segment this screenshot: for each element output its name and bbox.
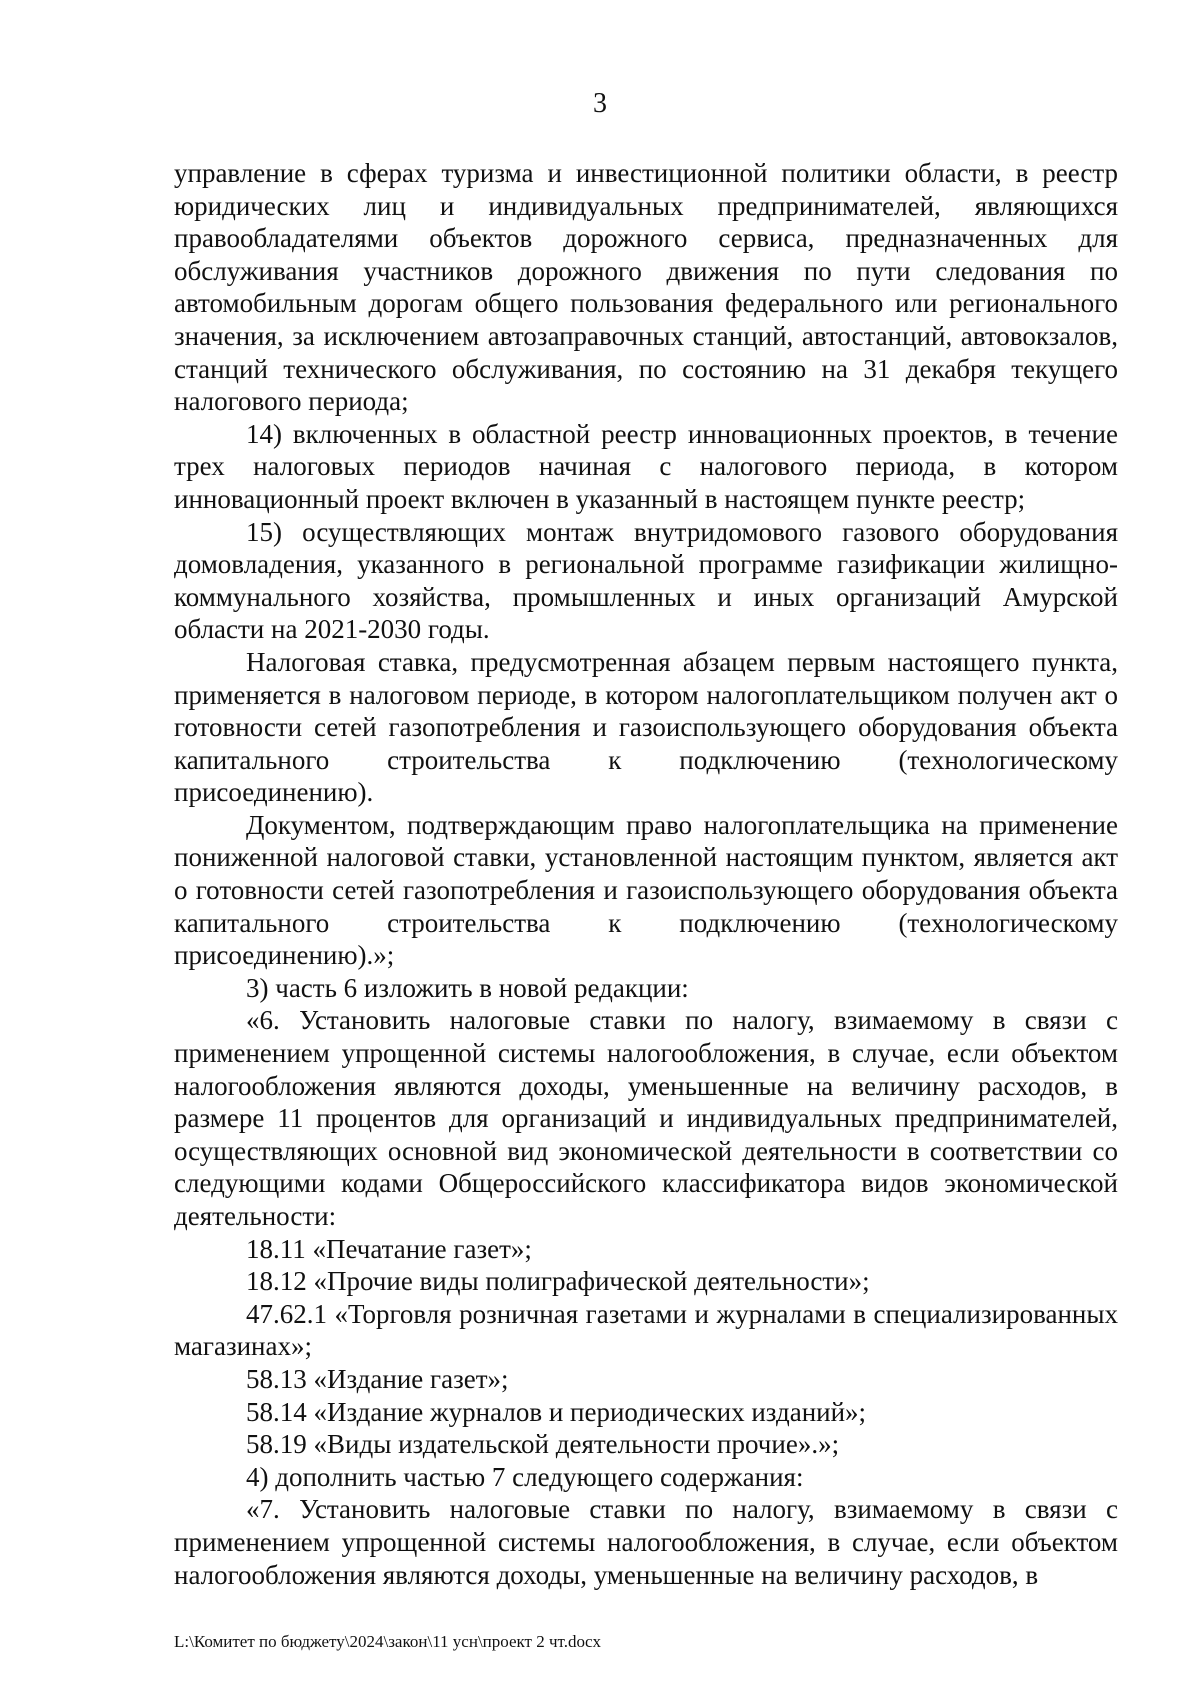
footer-file-path: L:\Комитет по бюджету\2024\закон\11 усн\проект 2 чт.docx [174, 1632, 601, 1651]
paragraph: Документом, подтверждающим право налогоплательщика на применение пониженной налоговой ставки, установленной настоящим пунктом, является акт о готовности сетей газопотребления и газоиспользующего оборудования объекта капитального строительства к подключению (технологическому присоединению).»; [174, 809, 1118, 971]
paragraph: 18.11 «Печатание газет»; [246, 1233, 532, 1264]
document-body [174, 157, 1118, 1591]
paragraph: управление в сферах туризма и инвестиционной политики области, в реестр юридических лиц и индивидуальных предпринимателей, являющихся правообладателями объектов дорожного сервиса, предназначенных для обслуживания участников дорожного движения по пути следования по автомобильным дорогам общего пользования федерального или регионального значения, за исключением автозаправочных станций, автостанций, автовокзалов, станций технического обслуживания, по состоянию на 31 декабря текущего налогового периода; [174, 158, 1118, 417]
paragraph: 14) включенных в областной реестр инновационных проектов, в течение трех налоговых периодов начиная с налогового периода, в котором инновационный проект включен в указанный в настоящем пункте реестр; [174, 418, 1118, 514]
paragraph: 47.62.1 «Торговля розничная газетами и журналами в специализированных магазинах»; [174, 1298, 1118, 1362]
paragraph: 4) дополнить частью 7 следующего содержания: [246, 1461, 804, 1492]
paragraph: «7. Установить налоговые ставки по налогу, взимаемому в связи с применением упрощенной системы налогообложения, в случае, если объектом налогообложения являются доходы, уменьшенные на величину расходов, в [174, 1494, 1118, 1590]
page-number: 3 [593, 88, 607, 119]
paragraph: «6. Установить налоговые ставки по налогу, взимаемому в связи с применением упрощенной системы налогообложения, в случае, если объектом налогообложения являются доходы, уменьшенные на величину расходов, в размере 11 процентов для организаций и индивидуальных предпринимателей, осуществляющих основной вид экономической деятельности в соответствии со следующими кодами Общероссийского классификатора видов экономической деятельности: [174, 1005, 1118, 1231]
paragraph: 15) осуществляющих монтаж внутридомового газового оборудования домовладения, указанного в региональной программе газификации жилищно-коммунального хозяйства, промышленных и иных организаций Амурской области на 2021-2030 годы. [174, 516, 1118, 645]
paragraph: 58.14 «Издание журналов и периодических изданий»; [246, 1396, 867, 1427]
paragraph: Налоговая ставка, предусмотренная абзацем первым настоящего пункта, применяется в налоговом периоде, в котором налогоплательщиком получен акт о готовности сетей газопотребления и газоиспользующего оборудования объекта капитального строительства к подключению (технологическому присоединению). [174, 646, 1118, 808]
paragraph: 58.13 «Издание газет»; [246, 1363, 509, 1394]
paragraph: 3) часть 6 изложить в новой редакции: [246, 972, 689, 1003]
paragraph: 58.19 «Виды издательской деятельности прочие».»; [246, 1429, 840, 1460]
paragraph: 18.12 «Прочие виды полиграфической деятельности»; [246, 1266, 870, 1297]
